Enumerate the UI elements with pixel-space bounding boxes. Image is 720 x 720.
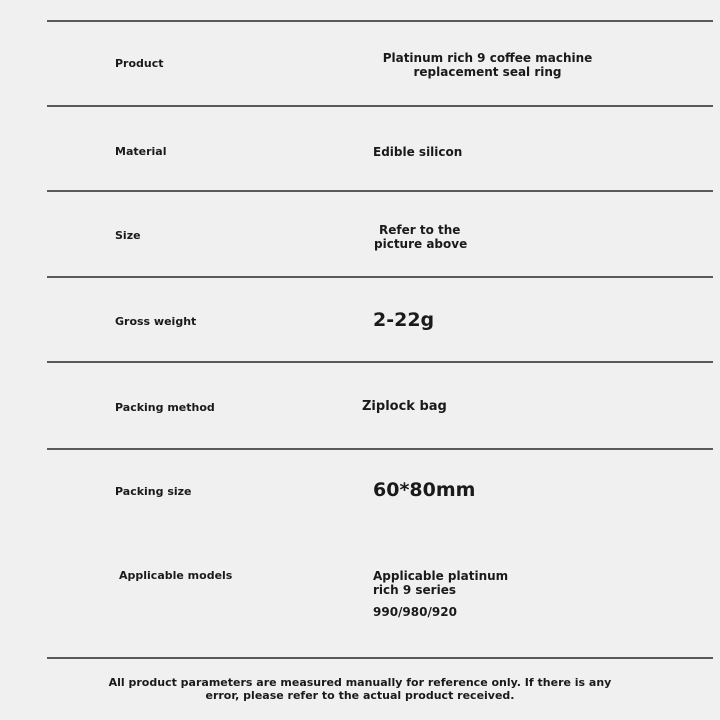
packing-method-value: Ziplock bag <box>362 399 447 414</box>
product-label: Product <box>115 57 164 70</box>
model-numbers: 990/980/920 <box>373 605 457 619</box>
divider <box>47 448 713 450</box>
applicable-models-label: Applicable models <box>119 569 233 582</box>
disclaimer-line: All product parameters are measured manually for reference only. If there is any <box>108 676 612 689</box>
packing-method-label: Packing method <box>115 401 215 414</box>
disclaimer-note <box>0 676 720 702</box>
material-label: Material <box>115 145 167 158</box>
material-value: Edible silicon <box>373 145 463 159</box>
divider <box>47 105 713 107</box>
divider <box>47 361 713 363</box>
gross-weight-value: 2-22g <box>373 309 435 331</box>
packing-size-label: Packing size <box>115 485 192 498</box>
product-value-line: replacement seal ring <box>413 65 562 79</box>
size-value-line: Refer to the <box>379 223 461 237</box>
applicable-models-line: Applicable platinum <box>373 569 509 583</box>
size-value <box>374 223 467 251</box>
divider <box>47 276 713 278</box>
applicable-models-value <box>373 569 508 619</box>
divider <box>47 657 713 659</box>
disclaimer-line: error, please refer to the actual product received. <box>205 689 515 702</box>
product-value-line: Platinum rich 9 coffee machine <box>382 51 593 65</box>
packing-size-value: 60*80mm <box>373 479 476 501</box>
applicable-models-line: rich 9 series <box>373 583 456 597</box>
size-label: Size <box>115 229 141 242</box>
product-value <box>360 51 615 79</box>
size-value-line: picture above <box>374 237 468 251</box>
divider <box>47 20 713 22</box>
divider <box>47 190 713 192</box>
gross-weight-label: Gross weight <box>115 315 197 328</box>
